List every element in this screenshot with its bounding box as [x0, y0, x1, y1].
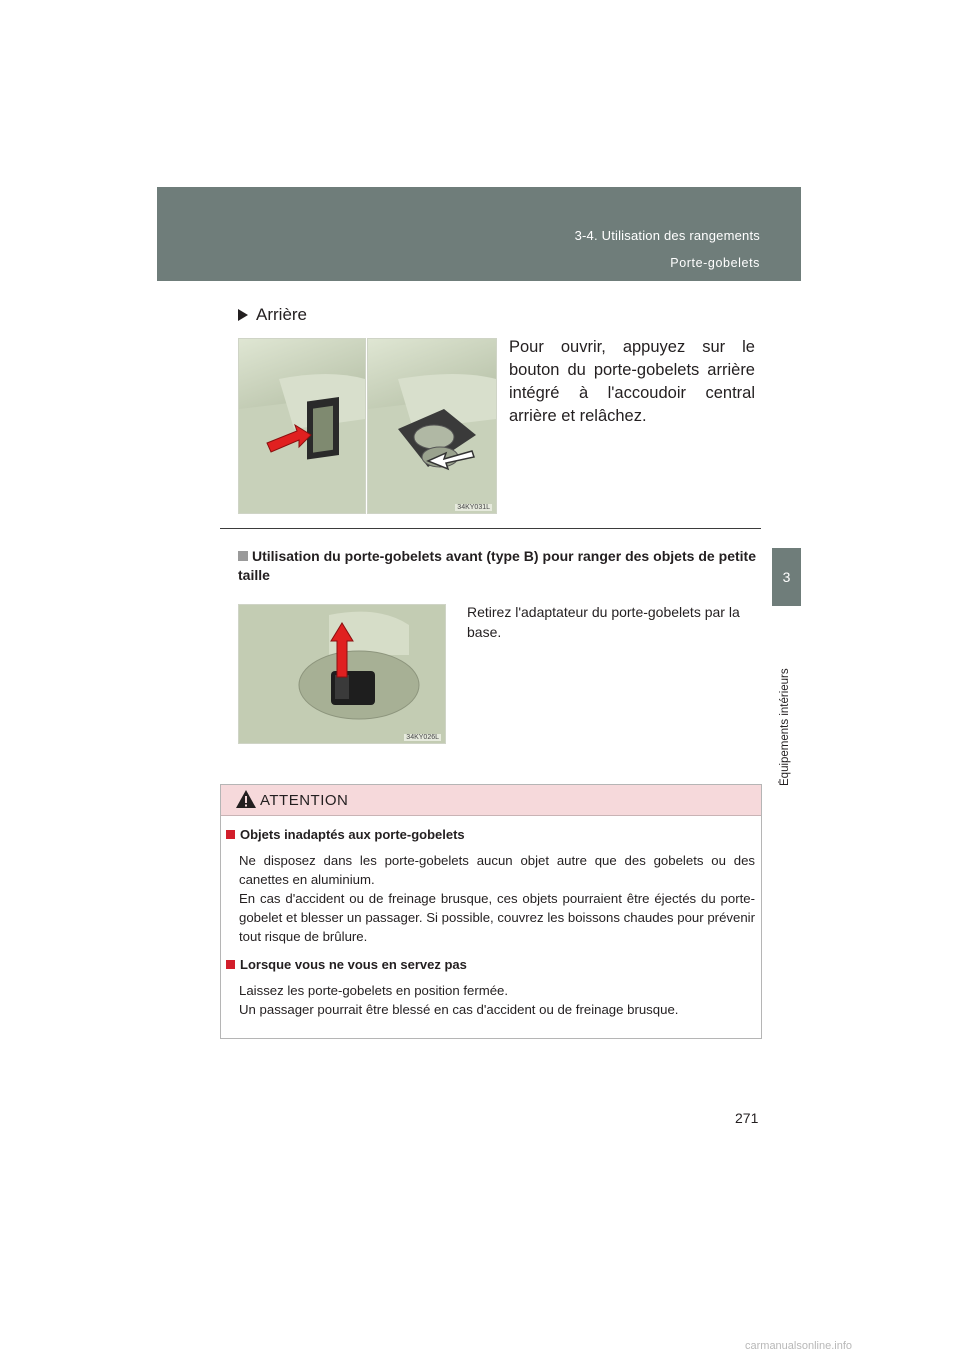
attention-item-title-text: Objets inadaptés aux porte-gobelets: [240, 827, 465, 842]
image-code: 34KY026L: [406, 734, 439, 741]
pointer-triangle-icon: [238, 309, 248, 321]
armrest-closed-illustration: [239, 339, 365, 513]
chapter-tab-label: Équipements intérieurs: [779, 668, 791, 786]
chapter-header: [157, 187, 801, 281]
attention-item-title: [226, 957, 467, 972]
cup-holder-adapter-photo: [238, 604, 446, 744]
attention-item-text: Ne disposez dans les porte-gobelets aucun objet autre que des gobelets ou des canettes en aluminium.: [239, 853, 755, 887]
rear-instructions: Pour ouvrir, appuyez sur le bouton du porte-gobelets arrière intégré à l'accoudoir central arrière et relâchez.: [509, 338, 755, 425]
red-square-bullet-icon: [226, 830, 235, 839]
red-square-bullet-icon: [226, 960, 235, 969]
attention-title: ATTENTION: [260, 792, 349, 809]
attention-box: [220, 784, 762, 1039]
attention-item-text: En cas d'accident ou de freinage brusque, ces objets pourraient être éjectés du porte-gobelet et blesser un passager. Si possible, couvrez les boissons chaudes pour prévenir tout risque de brûlure.: [239, 891, 755, 944]
section-title: 3-4. Utilisation des rangements: [574, 228, 760, 243]
chapter-tab-number: 3: [772, 548, 801, 606]
attention-header: [221, 785, 761, 816]
rear-armrest-photo-open: [367, 338, 497, 514]
rear-armrest-photo-closed: [238, 338, 366, 514]
rear-heading-text: Arrière: [256, 305, 308, 324]
page-number: 271: [735, 1110, 759, 1126]
attention-item-title-text: Lorsque vous ne vous en servez pas: [240, 957, 467, 972]
watermark: carmanualsonline.info: [745, 1340, 853, 1352]
image-code: 34KY031L: [457, 504, 490, 511]
grey-square-bullet-icon: [238, 551, 248, 561]
armrest-open-illustration: [368, 339, 496, 513]
rear-heading: [238, 305, 307, 325]
cup-holder-illustration: [239, 605, 445, 743]
attention-item-text: Laissez les porte-gobelets en position fermée.: [239, 983, 509, 998]
type-b-heading-text: Utilisation du porte-gobelets avant (type B) pour ranger des objets de petite taille: [238, 548, 756, 583]
warning-triangle-icon: [235, 789, 257, 809]
section-divider: [220, 528, 761, 529]
type-b-heading: [238, 547, 756, 585]
attention-item-text: Un passager pourrait être blessé en cas d'accident ou de freinage brusque.: [239, 1002, 679, 1017]
subsection-title: Porte-gobelets: [670, 256, 760, 270]
type-b-instructions: Retirez l'adaptateur du porte-gobelets par la base.: [467, 604, 740, 640]
attention-item-title: [226, 827, 465, 842]
